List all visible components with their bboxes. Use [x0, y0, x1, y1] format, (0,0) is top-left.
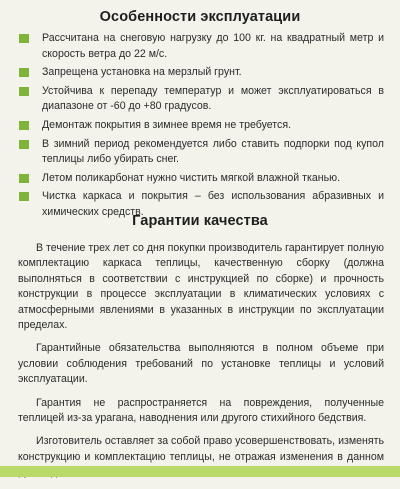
list-item-text: Летом поликарбонат нужно чистить мягкой влажной тканью. [42, 171, 341, 184]
guarantee-text-block [18, 241, 384, 489]
square-bullet-icon [19, 68, 29, 77]
square-bullet-icon [19, 140, 29, 149]
list-item-text: Рассчитана на снеговую нагрузку до 100 кг. на квадратный метр и скорость ветра до 22 м/с. [42, 32, 384, 60]
list-item-text: В зимний период рекомендуется либо ставить подпорки под купол теплицы либо убирать снег. [42, 137, 384, 166]
list-item-text: Запрещена установка на мерзлый грунт. [42, 66, 242, 79]
square-bullet-icon [19, 121, 29, 130]
list-item-text: Демонтаж покрытия в зимнее время не требуется. [42, 118, 292, 131]
list-item [18, 84, 384, 115]
list-item [18, 171, 384, 187]
square-bullet-icon [19, 174, 29, 183]
list-item [18, 31, 384, 62]
list-item-text: Чистка каркаса и покрытия – без использования абразивных и химических средств. [42, 190, 384, 218]
list-item [18, 118, 384, 134]
section-title-operation: Особенности эксплуатации [99, 9, 301, 25]
section-title-guarantee: Гарантии качества [132, 213, 268, 229]
square-bullet-icon [19, 34, 29, 43]
operation-features-list [18, 31, 384, 224]
guarantee-paragraph: Гарантия не распространяется на повреждения, полученные теплицей из-за урагана, наводнения или другого стихийного бедствия. [18, 396, 384, 425]
guarantee-paragraph: Гарантийные обязательства выполняются в полном объеме при условии соблюдения требований по установке теплицы и условий эксплуатации. [18, 342, 384, 386]
list-item-text: Устойчива к перепаду температур и может эксплуатироваться в диапазоне от -60 до +80 градусов. [42, 84, 384, 113]
square-bullet-icon [19, 192, 29, 201]
guarantee-paragraph: Изготовитель оставляет за собой право усовершенствовать, изменять конструкцию и комплектацию теплицы, не отражая изменения в данном [18, 435, 384, 463]
list-item [18, 65, 384, 81]
list-item [18, 137, 384, 168]
guarantee-paragraph: В течение трех лет со дня покупки производитель гарантирует полную комплектацию каркаса теплицы, качественную сборку (должна выполняться в соответствии с инструкцией по сборке) и прочность конструкции в процессе эксплуатации в климатических условиях с атмосферными явлениями в указанных в инструкции по эксплуатации пределах. [18, 242, 384, 332]
square-bullet-icon [19, 87, 29, 96]
bottom-accent-strip [0, 466, 400, 477]
